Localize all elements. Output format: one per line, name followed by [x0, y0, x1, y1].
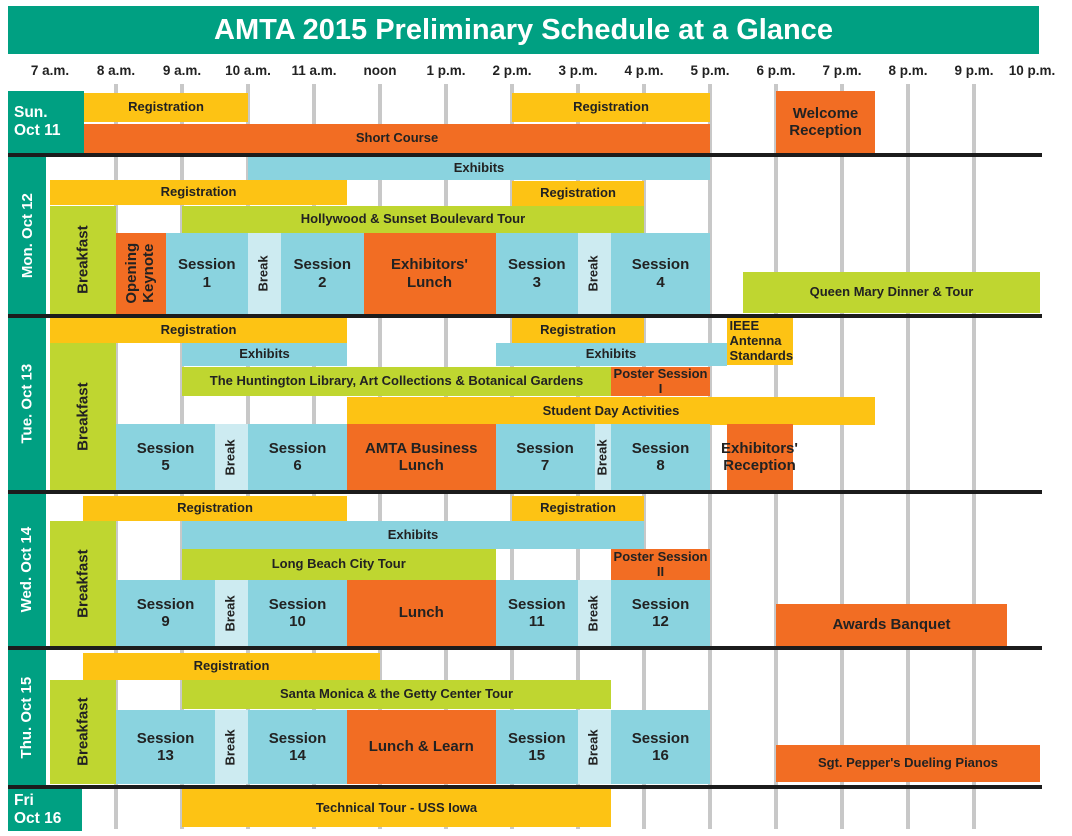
event-break	[215, 580, 248, 646]
event-registration	[50, 180, 347, 205]
event-label: Session 7	[516, 439, 574, 474]
event-breakfast	[50, 206, 116, 314]
event-label: Opening Keynote	[123, 243, 158, 304]
event-break	[578, 580, 611, 646]
event-registration	[512, 181, 644, 206]
event-label: Session 14	[268, 729, 327, 764]
hour-label: 7 p.m.	[822, 63, 862, 78]
hour-label: 2 p.m.	[492, 63, 532, 78]
event-lunch-learn	[347, 710, 496, 784]
event-label: Breakfast	[74, 697, 92, 767]
event-breakfast	[50, 343, 116, 490]
day-header-label: Tue. Oct 13	[18, 364, 36, 444]
event-session-12	[611, 580, 710, 646]
hour-label: 6 p.m.	[756, 63, 796, 78]
event-session-16	[611, 710, 710, 784]
event-session-7	[496, 424, 595, 490]
event-label: Breakfast	[74, 382, 92, 451]
event-label: Exhibitors' Lunch	[391, 256, 468, 291]
event-exhibitors-lunch	[364, 233, 496, 314]
event-label: Session 12	[631, 595, 690, 630]
event-break	[215, 710, 248, 784]
day-header	[8, 318, 46, 490]
event-label: Break	[223, 438, 239, 476]
event-poster-session-ii	[611, 549, 710, 581]
event-label: Queen Mary Dinner & Tour	[809, 284, 974, 300]
event-ieee-antenna-standards	[727, 318, 793, 365]
event-session-5	[116, 424, 215, 490]
hour-label: 7 a.m.	[30, 63, 70, 78]
day-header	[8, 157, 46, 314]
event-label: Registration	[193, 658, 270, 674]
event-label: Session 10	[268, 595, 327, 630]
event-label: Poster Session I	[613, 365, 708, 396]
event-session-11	[496, 580, 579, 646]
event-break	[595, 424, 612, 490]
event-session-3	[496, 233, 579, 314]
event-amta-business-lunch	[347, 424, 496, 490]
event-label: Registration	[540, 185, 616, 201]
event-label: Breakfast	[74, 225, 92, 295]
day-header	[8, 494, 46, 646]
event-exhibits	[182, 521, 644, 549]
event-sgt-pepper-s-dueling-pianos	[776, 745, 1040, 782]
hour-label: 9 a.m.	[162, 63, 202, 78]
event-label: Session 13	[136, 729, 195, 764]
event-label: Exhibits	[585, 346, 637, 362]
event-label: Session 15	[507, 729, 566, 764]
event-registration	[512, 93, 710, 122]
schedule-title: AMTA 2015 Preliminary Schedule at a Glance	[8, 6, 1039, 54]
event-label: Breakfast	[74, 549, 92, 618]
event-session-8	[611, 424, 710, 490]
event-registration	[83, 653, 380, 680]
day-header	[8, 789, 82, 831]
event-label: Session 9	[136, 595, 195, 630]
hour-label: 10 a.m.	[225, 63, 271, 78]
event-label: Registration	[160, 184, 237, 200]
event-label: Session 3	[507, 256, 566, 291]
event-label: Break	[586, 255, 602, 292]
event-label: Student Day Activities	[542, 402, 680, 418]
hour-gridline	[840, 84, 844, 829]
hour-label: noon	[363, 63, 397, 78]
hour-label: 10 p.m.	[1008, 63, 1056, 78]
event-label: Exhibits	[453, 160, 505, 176]
day-separator	[8, 646, 1042, 650]
event-label: Exhibits	[239, 346, 290, 362]
event-break	[578, 710, 611, 784]
event-label: Registration	[177, 500, 253, 516]
event-label: Exhibits	[387, 526, 439, 542]
event-label: Break	[586, 728, 602, 766]
event-label: Poster Session II	[613, 549, 708, 579]
event-label: The Huntington Library, Art Collections & Botanical Gardens	[209, 373, 584, 389]
event-label: Session 16	[631, 729, 690, 764]
event-technical-tour-uss-iowa	[182, 789, 611, 827]
event-label: Registration	[128, 99, 204, 115]
event-long-beach-city-tour	[182, 549, 496, 580]
event-label: Break	[594, 438, 610, 476]
hour-label: 8 a.m.	[96, 63, 136, 78]
event-awards-banquet	[776, 604, 1007, 646]
event-exhibits	[496, 343, 727, 366]
event-exhibits	[248, 157, 710, 180]
event-registration	[84, 93, 248, 122]
event-label: Lunch & Learn	[368, 738, 474, 756]
event-exhibitors-reception	[721, 424, 798, 490]
event-session-1	[166, 233, 249, 314]
event-label: IEEE Antenna Standards	[729, 318, 794, 363]
event-label: Break	[586, 594, 602, 632]
day-header	[8, 650, 46, 785]
event-student-day-activities	[347, 397, 875, 425]
event-session-6	[248, 424, 347, 490]
event-session-10	[248, 580, 347, 646]
event-label: Session 2	[293, 256, 352, 291]
event-poster-session-i	[611, 367, 710, 396]
event-label: Session 6	[268, 439, 327, 474]
event-registration	[512, 496, 644, 521]
event-hollywood-sunset-boulevard-tour	[182, 206, 644, 233]
day-separator	[8, 490, 1042, 494]
event-label: Break	[223, 728, 239, 766]
event-label: Break	[256, 255, 272, 292]
event-label: Santa Monica & the Getty Center Tour	[279, 686, 514, 702]
day-header-label: Mon. Oct 12	[18, 192, 36, 279]
event-label: Session 4	[631, 256, 690, 291]
event-santa-monica-the-getty-center-tour	[182, 680, 611, 709]
day-header	[8, 91, 84, 153]
event-label: Sgt. Pepper's Dueling Pianos	[817, 755, 999, 771]
event-registration	[512, 318, 644, 343]
event-queen-mary-dinner-tour	[743, 272, 1040, 313]
event-label: Welcome Reception	[789, 104, 862, 139]
hour-label: 5 p.m.	[690, 63, 730, 78]
day-header-label: Fri Oct 16	[14, 792, 62, 827]
event-session-4	[611, 233, 710, 314]
event-welcome-reception	[776, 91, 875, 153]
event-label: Hollywood & Sunset Boulevard Tour	[300, 211, 526, 227]
day-header-label: Sun. Oct 11	[14, 104, 61, 139]
event-session-15	[496, 710, 579, 784]
event-label: Short Course	[355, 130, 439, 146]
hour-label: 9 p.m.	[954, 63, 994, 78]
hour-label: 1 p.m.	[426, 63, 466, 78]
event-short-course	[84, 124, 710, 153]
event-label: Session 11	[507, 595, 566, 630]
event-opening-keynote	[116, 233, 166, 314]
event-the-huntington-library-art-collections-botanical-gardens	[182, 367, 611, 396]
day-header-label: Wed. Oct 14	[18, 527, 36, 613]
event-label: Long Beach City Tour	[271, 556, 406, 572]
hour-label: 11 a.m.	[291, 63, 337, 78]
hour-gridline	[972, 84, 976, 829]
event-session-9	[116, 580, 215, 646]
event-lunch	[347, 580, 496, 646]
event-label: Registration	[573, 99, 649, 115]
event-registration	[83, 496, 347, 521]
hour-gridline	[906, 84, 910, 829]
event-label: Exhibitors' Reception	[721, 439, 798, 474]
hour-label: 3 p.m.	[558, 63, 598, 78]
event-label: Lunch	[398, 604, 444, 622]
event-session-13	[116, 710, 215, 784]
event-registration	[50, 318, 347, 343]
event-label: Registration	[540, 500, 616, 516]
event-breakfast	[50, 521, 116, 646]
event-label: Registration	[160, 322, 237, 338]
event-session-2	[281, 233, 364, 314]
event-label: Technical Tour - USS Iowa	[315, 799, 478, 815]
event-label: Session 1	[177, 256, 236, 291]
event-breakfast	[50, 680, 116, 784]
event-label: Session 8	[631, 439, 690, 474]
day-header-label: Thu. Oct 15	[18, 676, 36, 759]
event-label: Session 5	[136, 439, 195, 474]
event-label: Break	[223, 594, 239, 632]
event-exhibits	[182, 343, 347, 366]
hour-label: 4 p.m.	[624, 63, 664, 78]
event-label: AMTA Business Lunch	[364, 439, 478, 474]
hour-label: 8 p.m.	[888, 63, 928, 78]
event-break	[578, 233, 611, 314]
event-label: Registration	[540, 322, 616, 338]
event-session-14	[248, 710, 347, 784]
event-break	[215, 424, 248, 490]
event-label: Awards Banquet	[832, 616, 951, 634]
event-break	[248, 233, 281, 314]
